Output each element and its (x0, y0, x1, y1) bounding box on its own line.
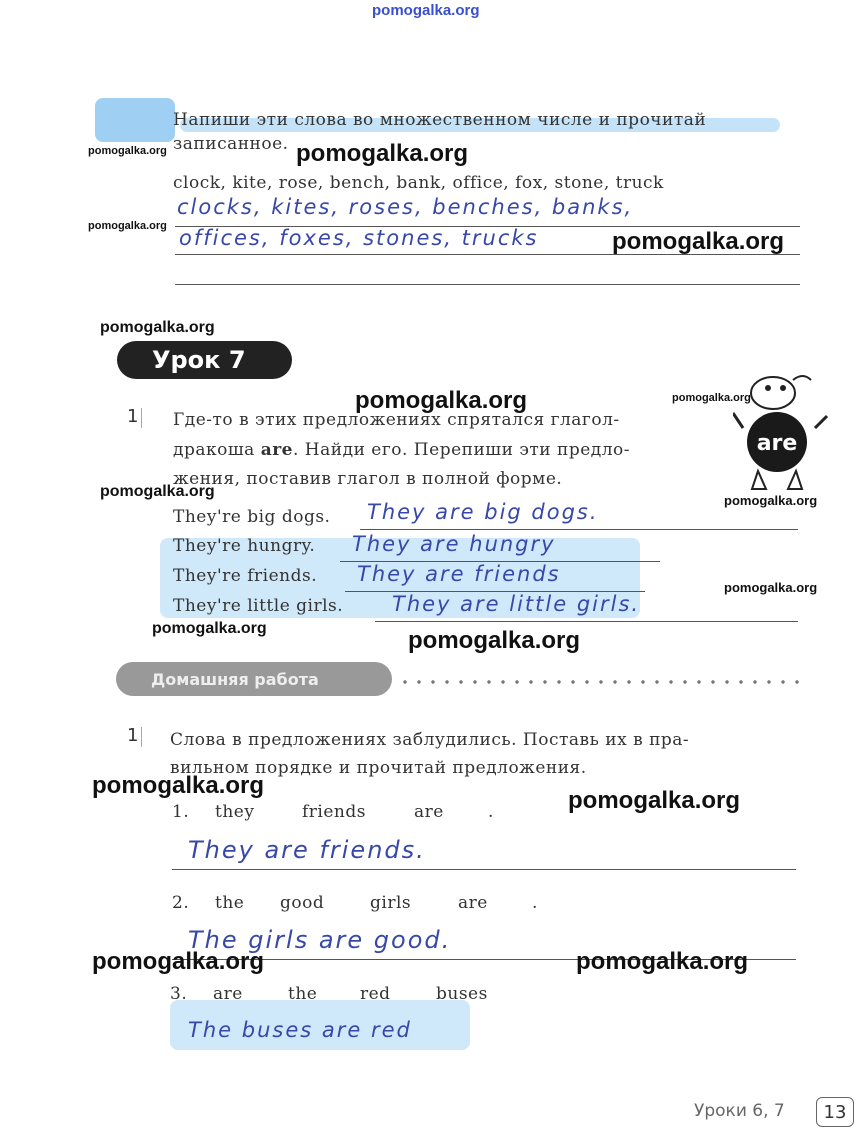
watermark: pomogalka.org (92, 948, 265, 975)
ex1-instruction-line2: дракоша are. Найди его. Перепиши эти предло- (173, 440, 631, 460)
watermark: pomogalka.org (355, 387, 528, 414)
sentence-printed: They're hungry. (173, 536, 316, 556)
sentence-printed: They're little girls. (173, 596, 344, 616)
hw-item-word: friends (302, 802, 366, 822)
watermark: pomogalka.org (568, 787, 741, 814)
hw-item-num: 2. (172, 893, 190, 913)
hw-item-word: the (215, 893, 245, 913)
hw-item-num: 3. (170, 984, 188, 1004)
answer-rule (375, 621, 798, 622)
hw-item-word: good (280, 893, 325, 913)
prev-instruction-line1: Напиши эти слова во множественном числе и прочитай (173, 110, 707, 130)
watermark: pomogalka.org (100, 319, 215, 336)
page-number: 13 (816, 1097, 854, 1127)
prev-answer-line1: clocks, kites, roses, benches, banks, (177, 195, 634, 219)
hw-item-word: are (414, 802, 444, 822)
watermark: pomogalka.org (88, 220, 167, 232)
prev-word-list: clock, kite, rose, bench, bank, office, fox, stone, truck (173, 173, 664, 193)
hw-item-word: are (213, 984, 243, 1004)
watermark: pomogalka.org (92, 772, 265, 799)
hw-item-word: buses (436, 984, 488, 1004)
exercise-number: 1 (127, 406, 139, 427)
prev-answer-line2: offices, foxes, stones, trucks (179, 226, 539, 250)
hw-item-word: are (458, 893, 488, 913)
watermark: pomogalka.org (576, 948, 749, 975)
lesson-title: Урок 7 (152, 346, 246, 374)
watermark: pomogalka.org (612, 228, 785, 255)
hw-instruction-line1: Слова в предложениях заблудились. Поставь их в пра- (170, 730, 690, 750)
exercise-number: 1 (127, 725, 139, 746)
watermark: pomogalka.org (724, 493, 818, 508)
sentence-answer: They are little girls. (392, 592, 641, 616)
watermark: pomogalka.org (296, 140, 469, 167)
hw-item-answer: The buses are red (188, 1018, 412, 1042)
hw-item-num: 1. (172, 802, 190, 822)
sentence-answer: They are big dogs. (367, 500, 599, 524)
highlight-mark (95, 98, 175, 142)
prev-instruction-line2: записанное. (173, 134, 289, 154)
hw-item-answer: The girls are good. (188, 926, 452, 954)
sentence-printed: They're friends. (173, 566, 318, 586)
hw-item-word: the (288, 984, 318, 1004)
watermark: pomogalka.org (408, 627, 581, 654)
watermark: pomogalka.org (152, 620, 267, 637)
ex1-instruction-line1: Где-то в этих предложениях спрятался глагол- (173, 410, 620, 430)
watermark: pomogalka.org (100, 483, 215, 500)
homework-title-badge (116, 662, 392, 696)
sentence-answer: They are friends (357, 562, 561, 586)
hw-item-word: . (488, 802, 494, 822)
footer-lessons-label: Уроки 6, 7 (694, 1101, 785, 1121)
hw-item-answer: They are friends. (188, 836, 426, 864)
answer-rule (175, 284, 800, 285)
answer-rule (360, 529, 798, 530)
watermark: pomogalka.org (724, 580, 818, 595)
mascot-label: are (756, 431, 798, 456)
sentence-printed: They're big dogs. (173, 507, 331, 527)
dotted-divider (398, 680, 808, 684)
dragon-mascot-icon (733, 368, 828, 493)
hw-item-word: red (360, 984, 391, 1004)
lesson-title-badge (117, 341, 292, 379)
watermark-top: pomogalka.org (372, 2, 480, 19)
homework-title: Домашняя работа (151, 669, 319, 689)
watermark: pomogalka.org (672, 392, 751, 404)
hw-item-word: girls (370, 893, 412, 913)
answer-rule (172, 869, 796, 870)
sentence-answer: They are hungry (352, 532, 556, 556)
hw-instruction-line2: вильном порядке и прочитай предложения. (170, 758, 587, 778)
hw-item-word: . (532, 893, 538, 913)
ex1-instruction-line3: жения, поставив глагол в полной форме. (173, 469, 563, 489)
hw-item-word: they (215, 802, 255, 822)
watermark: pomogalka.org (88, 145, 167, 157)
